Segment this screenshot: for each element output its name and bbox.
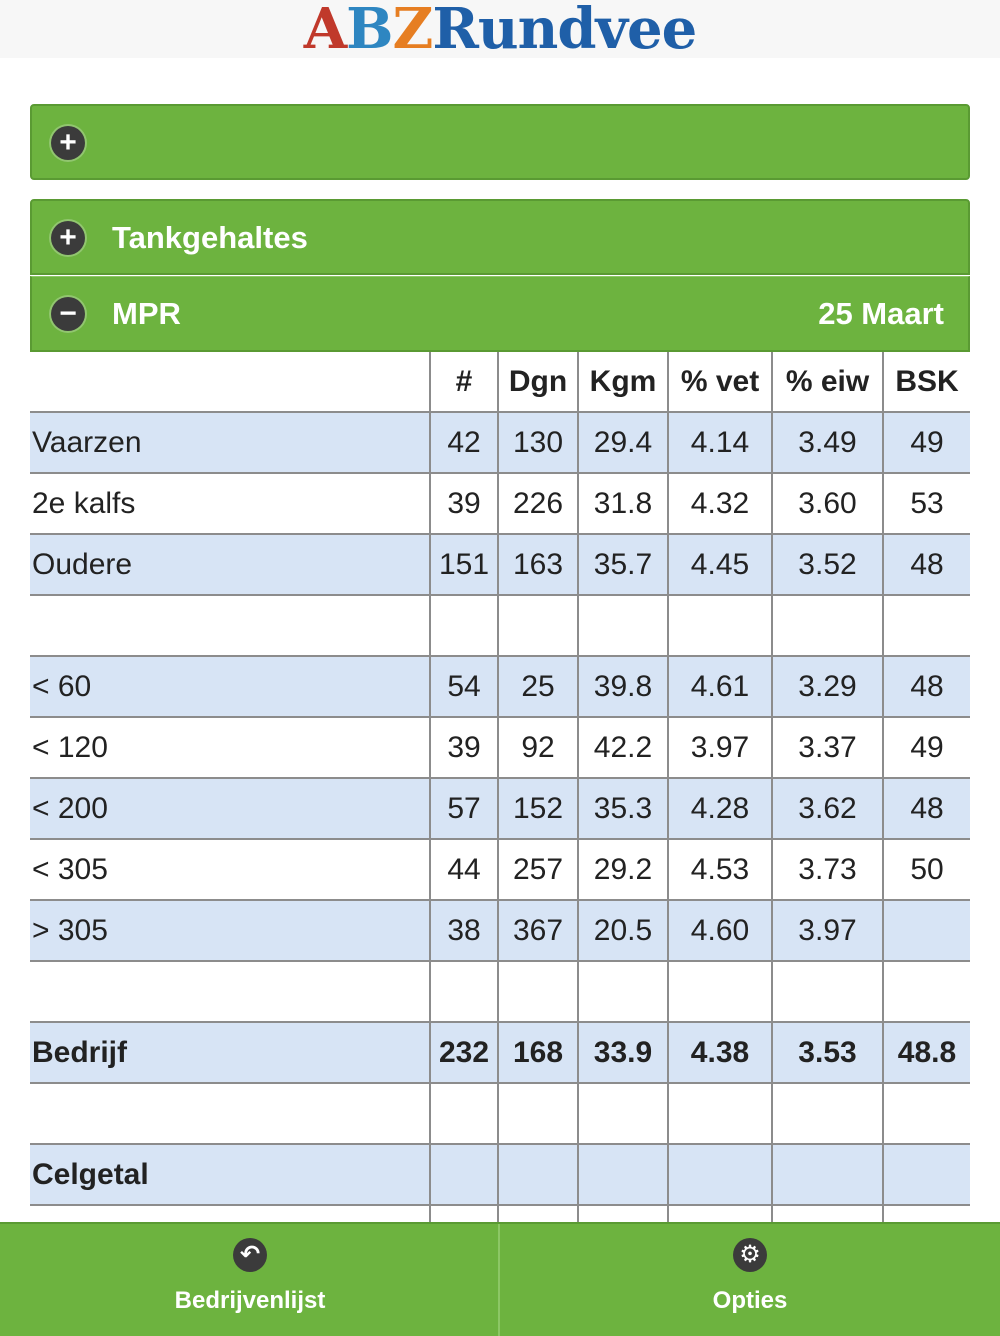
row-label: < 305 [30,839,430,900]
table-cell: 151 [430,534,498,595]
table-cell: 29.2 [578,839,668,900]
mpr-date: 25 Maart [818,296,944,331]
table-cell: 42.2 [578,717,668,778]
abz-rundvee-logo: ABZRundvee [303,0,697,62]
table-cell [578,1083,668,1144]
mpr-title: MPR [112,296,181,331]
table-row [30,839,970,900]
table-cell: 168 [498,1022,578,1083]
section-tankgehaltes[interactable] [30,199,970,275]
table-cell: 31.8 [578,473,668,534]
row-label: > 305 [30,900,430,961]
table-cell: 3.62 [772,778,883,839]
table-cell [883,961,970,1022]
table-cell: 152 [498,778,578,839]
table-row [30,473,970,534]
table-cell [430,1083,498,1144]
table-cell: 3.37 [772,717,883,778]
table-cell: 130 [498,412,578,473]
table-cell: 25 [498,656,578,717]
plus-icon: + [51,126,85,160]
header-cell: % eiw [772,352,883,412]
table-cell: 3.49 [772,412,883,473]
table-row [30,412,970,473]
table-row [30,961,970,1022]
table-cell [578,1144,668,1205]
row-label: < 60 [30,656,430,717]
table-cell [772,1144,883,1205]
mpr-table-container[interactable] [30,352,970,1222]
header-cell: Kgm [578,352,668,412]
row-label [30,961,430,1022]
header-cell [30,352,430,412]
table-cell: 4.53 [668,839,772,900]
table-cell [772,961,883,1022]
minus-icon: − [51,297,85,331]
table-cell [578,961,668,1022]
mpr-table [30,352,970,1267]
table-cell: 35.3 [578,778,668,839]
table-row [30,534,970,595]
table-cell [498,961,578,1022]
row-label: Bedrijf [30,1022,430,1083]
table-cell: 53 [883,473,970,534]
table-cell: 226 [498,473,578,534]
back-icon: ↶ [233,1238,267,1272]
row-label: Oudere [30,534,430,595]
table-row [30,1083,970,1144]
row-label: Celgetal [30,1144,430,1205]
gear-icon: ⚙ [733,1238,767,1272]
bedrijvenlijst-label: Bedrijvenlijst [174,1287,326,1314]
table-cell [883,1083,970,1144]
table-cell [498,595,578,656]
section-collapsed-1[interactable] [30,104,970,180]
table-row [30,900,970,961]
table-cell [498,1144,578,1205]
table-cell [772,595,883,656]
table-cell: 92 [498,717,578,778]
header-cell: Dgn [498,352,578,412]
table-cell: 3.52 [772,534,883,595]
bottom-toolbar [0,1222,1000,1336]
table-cell [668,1083,772,1144]
table-cell: 4.60 [668,900,772,961]
table-cell [430,961,498,1022]
table-cell: 3.29 [772,656,883,717]
table-cell [578,595,668,656]
table-cell [668,961,772,1022]
table-cell [430,595,498,656]
table-cell [883,1144,970,1205]
table-cell [668,595,772,656]
table-cell [772,1083,883,1144]
plus-icon: + [51,221,85,255]
table-cell: 35.7 [578,534,668,595]
table-cell: 44 [430,839,498,900]
table-cell: 232 [430,1022,498,1083]
opties-button[interactable] [500,1224,1000,1336]
table-cell: 4.38 [668,1022,772,1083]
table-cell: 39 [430,717,498,778]
table-row [30,595,970,656]
table-header-row [30,352,970,412]
table-cell [430,1144,498,1205]
table-cell: 39.8 [578,656,668,717]
table-cell: 33.9 [578,1022,668,1083]
table-cell: 20.5 [578,900,668,961]
table-cell: 4.14 [668,412,772,473]
table-cell: 54 [430,656,498,717]
header-cell: # [430,352,498,412]
table-cell: 39 [430,473,498,534]
table-cell: 4.28 [668,778,772,839]
table-cell: 3.73 [772,839,883,900]
table-cell [883,595,970,656]
table-cell: 57 [430,778,498,839]
row-label: < 200 [30,778,430,839]
table-cell [883,900,970,961]
table-cell: 29.4 [578,412,668,473]
table-row [30,717,970,778]
header-cell: % vet [668,352,772,412]
table-cell: 3.53 [772,1022,883,1083]
table-cell: 4.32 [668,473,772,534]
table-row [30,1144,970,1205]
header-cell: BSK [883,352,970,412]
table-cell: 257 [498,839,578,900]
table-cell: 4.61 [668,656,772,717]
table-cell: 42 [430,412,498,473]
table-cell: 49 [883,412,970,473]
table-cell: 48 [883,534,970,595]
table-cell: 3.97 [772,900,883,961]
row-label [30,1083,430,1144]
row-label [30,595,430,656]
table-row [30,656,970,717]
table-cell [668,1144,772,1205]
table-row [30,1022,970,1083]
bedrijvenlijst-button[interactable] [0,1224,500,1336]
table-cell: 4.45 [668,534,772,595]
row-label: < 120 [30,717,430,778]
section-mpr[interactable] [30,276,970,352]
table-cell: 50 [883,839,970,900]
table-cell: 48.8 [883,1022,970,1083]
row-label: Vaarzen [30,412,430,473]
table-row [30,778,970,839]
tankgehaltes-title: Tankgehaltes [112,220,308,255]
opties-label: Opties [712,1287,788,1314]
table-cell: 48 [883,778,970,839]
table-cell [498,1083,578,1144]
table-cell: 367 [498,900,578,961]
table-cell: 163 [498,534,578,595]
row-label: 2e kalfs [30,473,430,534]
app-header [0,0,1000,62]
table-cell: 3.97 [668,717,772,778]
table-cell: 48 [883,656,970,717]
table-cell: 49 [883,717,970,778]
table-cell: 3.60 [772,473,883,534]
table-cell: 38 [430,900,498,961]
